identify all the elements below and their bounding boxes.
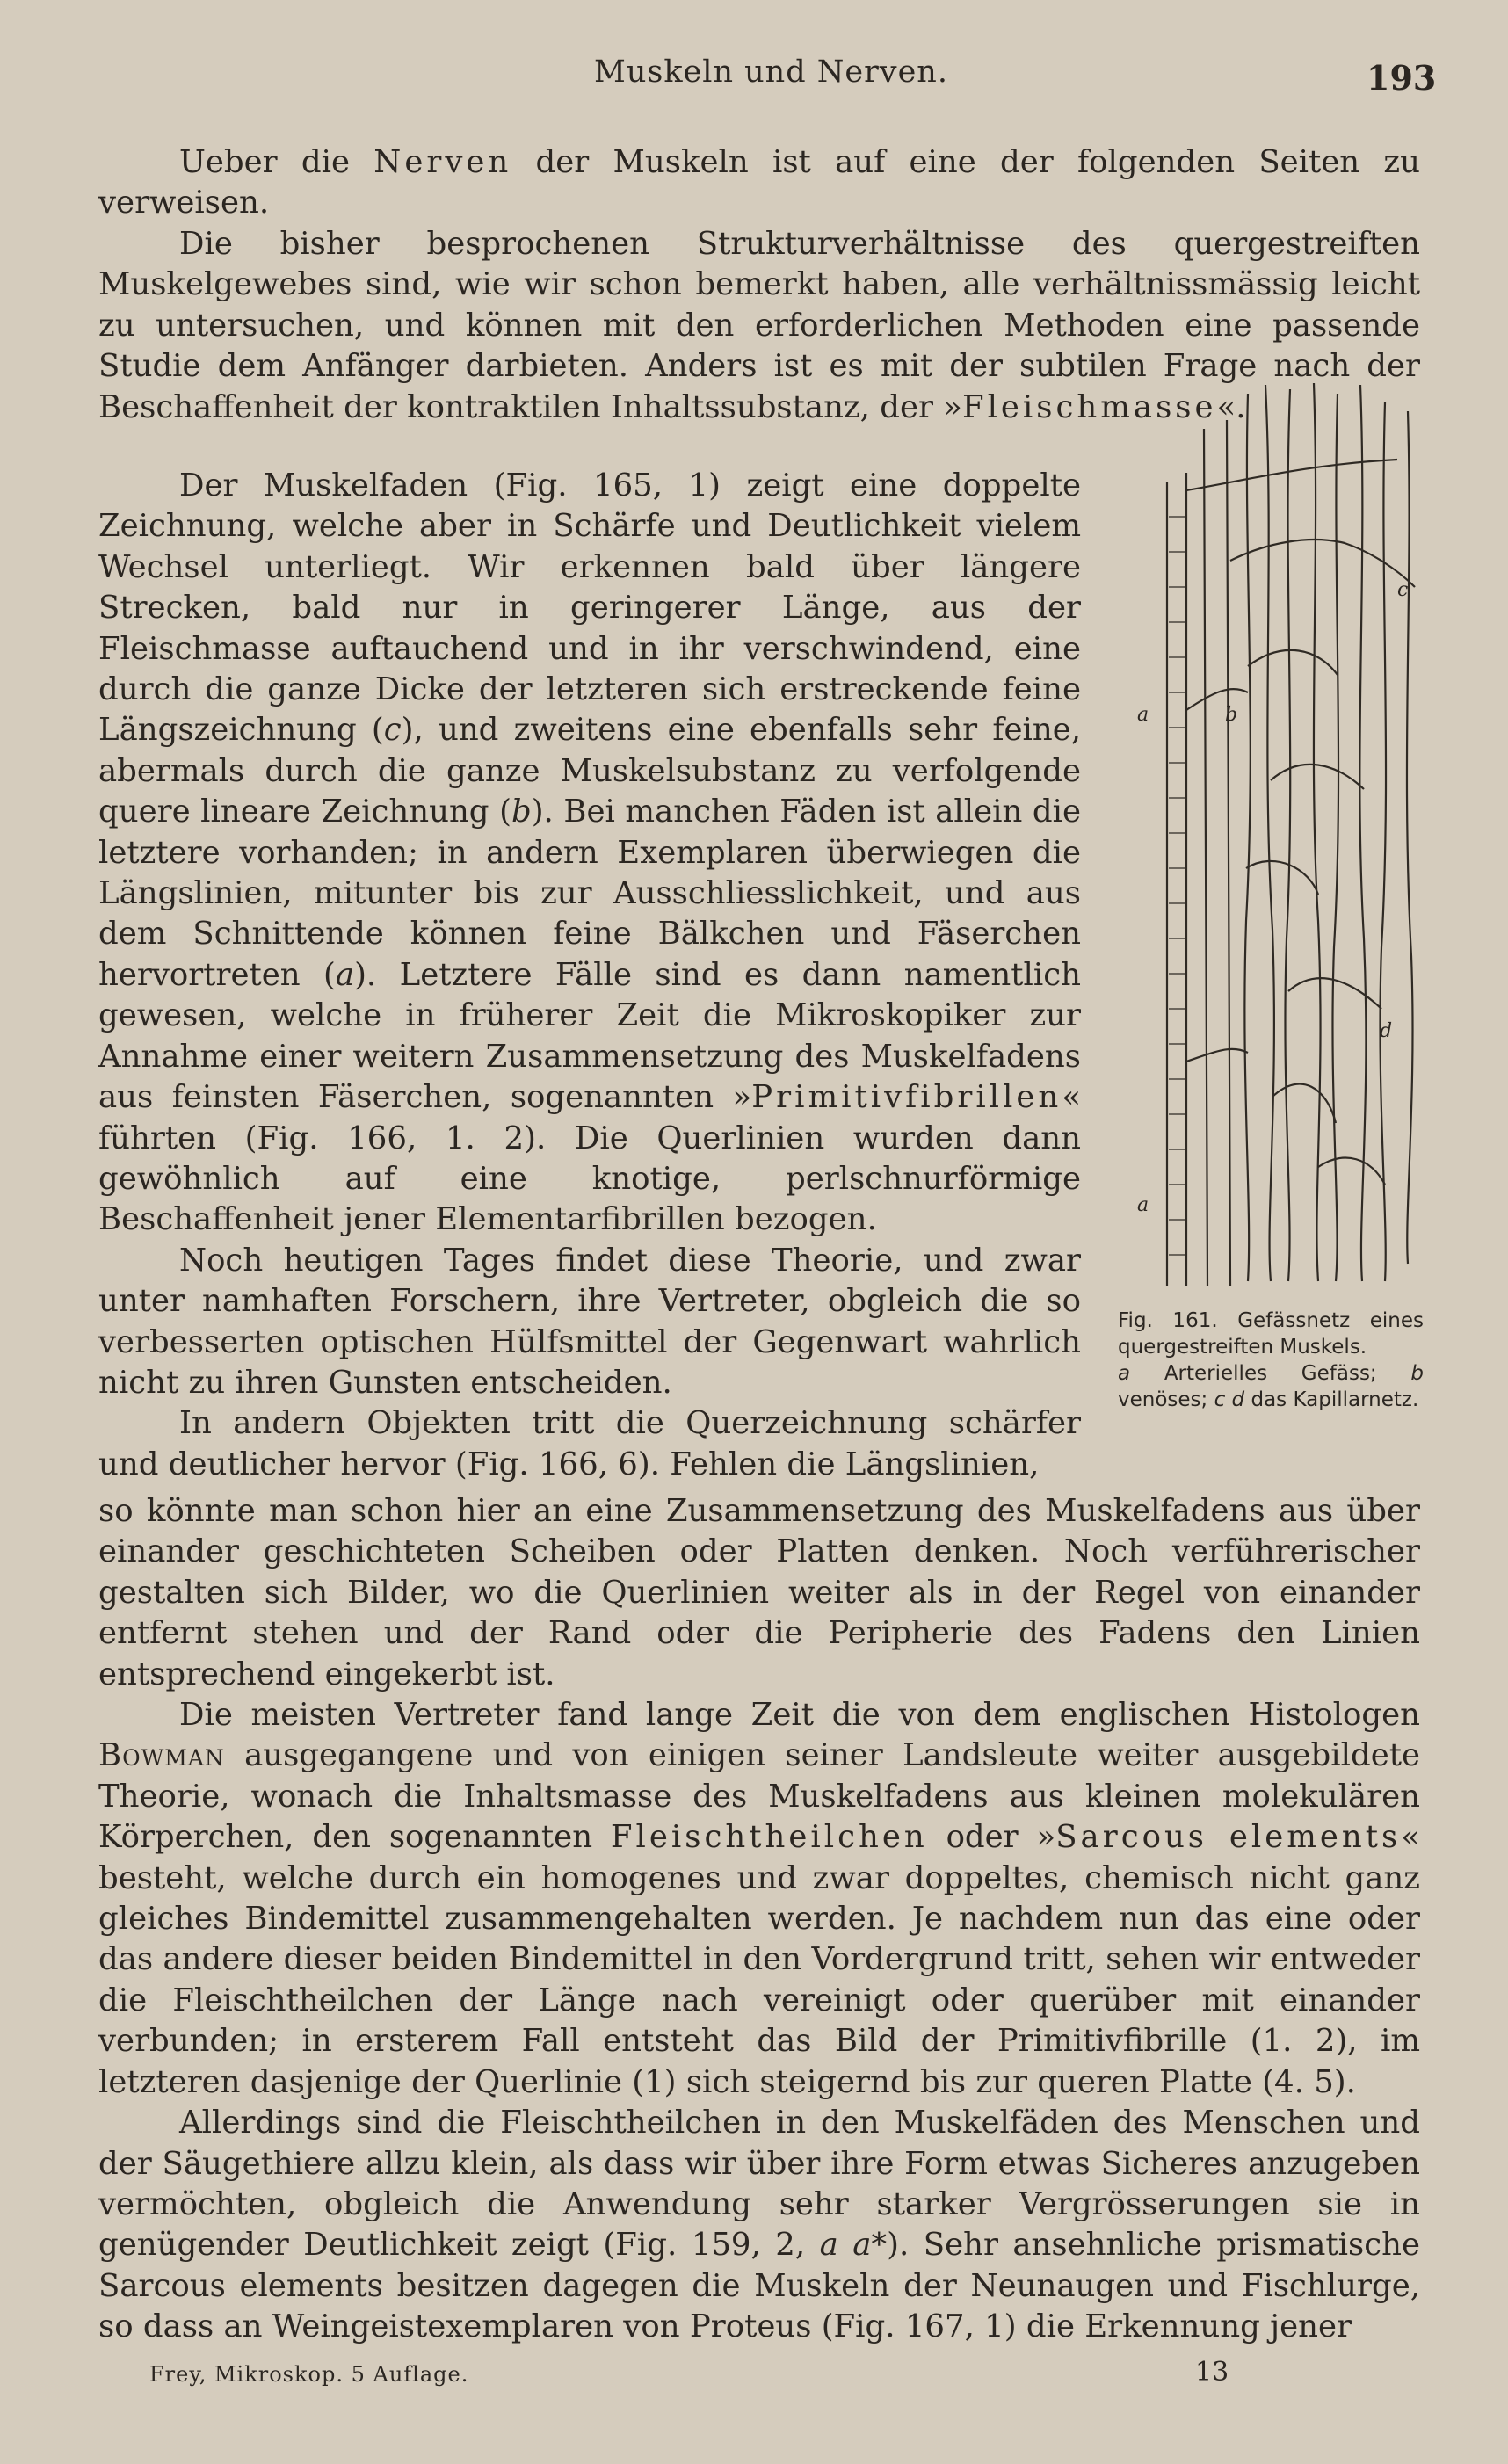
figure-161 (1134, 376, 1432, 1295)
paragraph-sarcous-elements: Allerdings sind die Fleischtheilchen in den Muskelfäden des Menschen und der Säugethiere allzu klein, als dass wir über ihre Form etwas Sicheres anzugeben vermöchten, obgleich die Anwendung sehr starker Vergrösserungen sie in genügender Deutlichkeit zeigt (Fig. 159, 2, a a*). Sehr ansehnliche prismatische Sarcous elements besitzen dagegen die Muskeln der Neunaugen und Fischlurge, so dass an Weingeistexemplaren von Proteus (Fig. 167, 1) die Erkennung jener (98, 2105, 1420, 2345)
text-block-bottom (98, 1491, 1420, 2348)
paragraph-theory: Noch heutigen Tages findet diese Theorie, und zwar unter namhaften Forschern, ihre Vertreter, obgleich die so verbesserten optischen Hülfsmittel der Gegenwart wahrlich nicht zu ihren Gunsten entscheiden. (98, 1242, 1081, 1401)
figure-label-b: b (1225, 704, 1238, 726)
vessel-network-illustration (1134, 376, 1432, 1295)
venous-vessel (1204, 420, 1230, 1286)
figure-label-a-top: a (1137, 704, 1149, 726)
paragraph-muscle-fiber: Der Muskelfaden (Fig. 165, 1) zeigt eine doppelte Zeichnung, welche aber in Schärfe und Deutlichkeit vielem Wechsel unterliegt. Wir erkennen bald über längere Strecken, bald nur in geringerer Länge, aus der Fleischmasse auftauchend und in ihr verschwindend, eine durch die ganze Dicke der letzteren sich erstreckende feine Längszeichnung (c), und zweitens eine ebenfalls sehr feine, abermals durch die ganze Muskelsubstanz zu verfolgende quere lineare Zeichnung (b). Bei manchen Fäden ist allein die letztere vorhanden; in andern Exemplaren überwiegen die Längslinien, mitunter bis zur Ausschliesslichkeit, und aus dem Schnittende können feine Bälkchen und Fäserchen hervortreten (a). Letztere Fälle sind es dann namentlich gewesen, welche in früherer Zeit die Mikroskopiker zur Annahme einer weitern Zusammensetzung des Muskelfadens aus feinsten Fäserchen, sogenannten »Primitivfibrillen« führten (Fig. 166, 1. 2). Die Querlinien wurden dann gewöhnlich auf eine knotige, perlschnurförmige Beschaffenheit jener Elementarfibrillen bezogen. (98, 467, 1082, 1238)
paragraph-nerves: Ueber die Nerven der Muskeln ist auf eine der folgenden Seiten zu verweisen. (98, 144, 1420, 221)
figure-caption (1118, 1308, 1424, 1413)
figure-label-a-bottom: a (1137, 1194, 1149, 1216)
paragraph-cross-striation-end: so könnte man schon hier an eine Zusammensetzung des Muskelfadens aus über einander geschichteten Scheiben oder Platten denken. Noch verführerischer gestalten sich Bilder, wo die Querlinien weiter als in der Regel von einander entfernt stehen und der Rand oder die Peripherie des Fadens den Linien entsprechend eingekerbt ist. (98, 1493, 1420, 1692)
text-block-top (98, 142, 1420, 224)
paragraph-bowman: Die meisten Vertreter fand lange Zeit die von dem englischen Histologen Bowman ausgegangene und von einigen seiner Landsleute weiter ausgebildete Theorie, wonach die Inhaltsmasse des Muskelfadens aus kleinen molekulären Körperchen, den sogenannten Fleischtheilchen oder »Sarcous elements« besteht, welche durch ein homogenes und zwar doppeltes, chemisch nicht ganz gleiches Bindemittel zusammengehalten werden. Je nachdem nun das eine oder das andere dieser beiden Bindemittel in den Vordergrund tritt, sehen wir entweder die Fleischtheilchen der Länge nach vereinigt oder querüber mit einander verbunden; in ersterem Fall entsteht das Bild der Primitivfibrille (1. 2), im letzteren dasjenige der Querlinie (1) sich steigernd bis zur queren Platte (4. 5). (98, 1697, 1421, 2100)
caption-title: Fig. 161. Gefässnetz eines quergestreiften Muskels. (1118, 1309, 1424, 1359)
page-number: 193 (1367, 58, 1437, 98)
page-header (0, 54, 1508, 107)
caption-legend: a Arterielles Gefäss; b venöses; c d das Kapillarnetz. (1118, 1362, 1424, 1411)
arterial-vessel (1167, 473, 1186, 1286)
sheet-number: 13 (1195, 2357, 1229, 2388)
page-footer (0, 2357, 1508, 2397)
signature-line: Frey, Mikroskop. 5 Auflage. (149, 2362, 469, 2387)
figure-label-c: c (1397, 579, 1409, 601)
paragraph-cross-striation-start: In andern Objekten tritt die Querzeichnung schärfer und deutlicher hervor (Fig. 166, 6). Fehlen die Längslinien, (98, 1405, 1081, 1482)
paragraph-structure: Die bisher besprochenen Strukturverhältnisse des quergestreiften Muskelgewebes sind, wie wir schon bemerkt haben, alle verhältnissmässig leicht zu untersuchen, und können mit den erforderlichen Methoden eine passende Studie dem Anfänger darbieten. Anders ist es mit der subtilen Frage nach der Beschaffenheit der kontraktilen Inhaltssubstanz, der »Fleischmasse«. (98, 226, 1420, 425)
running-title: Muskeln und Nerven. (594, 54, 948, 90)
figure-label-d: d (1380, 1020, 1393, 1042)
text-column-narrow (98, 466, 1081, 1485)
